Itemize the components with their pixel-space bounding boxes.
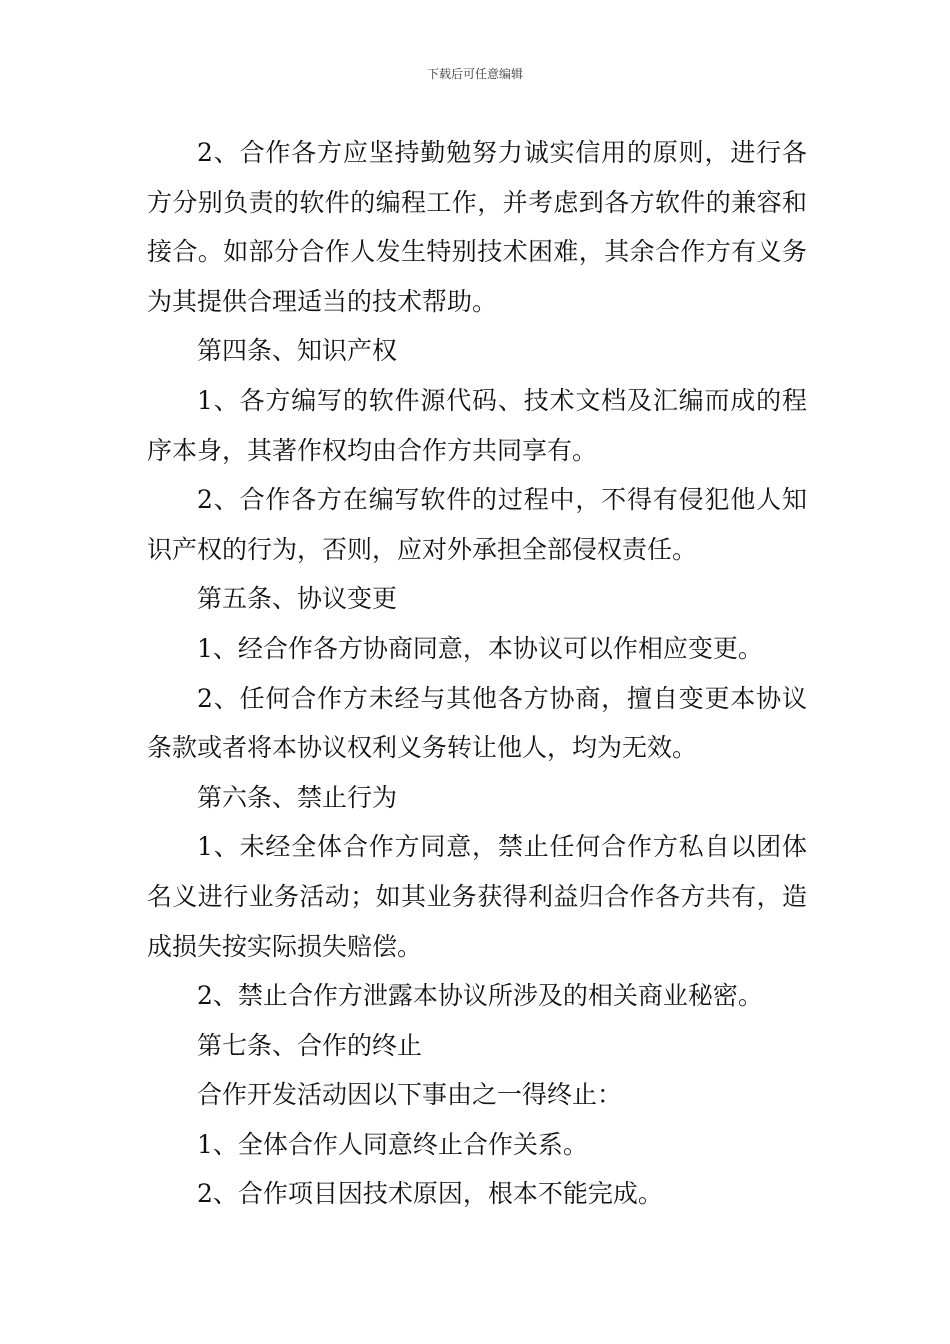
paragraph-article7-intro: 合作开发活动因以下事由之一得终止： (197, 1080, 623, 1110)
page-header: 下载后可任意编辑 (426, 67, 523, 81)
paragraph-article3-clause2: 2、合作各方应坚持勤勉努力诚实信用的原则，进行各方分别负责的软件的编程工作，并考虑到各方软件的兼容和接合。如部分合作人发生特别技术困难，其余合作方有义务为其提供合理适当的技术帮助。 (147, 138, 807, 316)
paragraph-article6-clause1: 1、未经全体合作方同意，禁止任何合作方私自以团体名义进行业务活动；如其业务获得利益归合作各方共有，造成损失按实际损失赔偿。 (147, 832, 807, 961)
document-body (147, 128, 807, 1219)
heading-article5: 第五条、协议变更 (197, 584, 398, 614)
paragraph-article5-clause2: 2、任何合作方未经与其他各方协商，擅自变更本协议条款或者将本协议权利义务转让他人，均为无效。 (147, 683, 807, 763)
paragraph-article4-clause2: 2、合作各方在编写软件的过程中，不得有侵犯他人知识产权的行为，否则，应对外承担全部侵权责任。 (147, 485, 807, 564)
paragraph-article7-clause2: 2、合作项目因技术原因，根本不能完成。 (197, 1179, 663, 1209)
paragraph-article5-clause1: 1、经合作各方协商同意，本协议可以作相应变更。 (197, 633, 763, 663)
heading-article6: 第六条、禁止行为 (197, 782, 398, 812)
paragraph-article6-clause2: 2、禁止合作方泄露本协议所涉及的相关商业秘密。 (197, 981, 763, 1011)
heading-article7: 第七条、合作的终止 (197, 1030, 423, 1060)
paragraph-article7-clause1: 1、全体合作人同意终止合作关系。 (197, 1129, 588, 1159)
heading-article4: 第四条、知识产权 (197, 336, 398, 366)
paragraph-article4-clause1: 1、各方编写的软件源代码、技术文档及汇编而成的程序本身，其著作权均由合作方共同享有。 (147, 385, 807, 465)
